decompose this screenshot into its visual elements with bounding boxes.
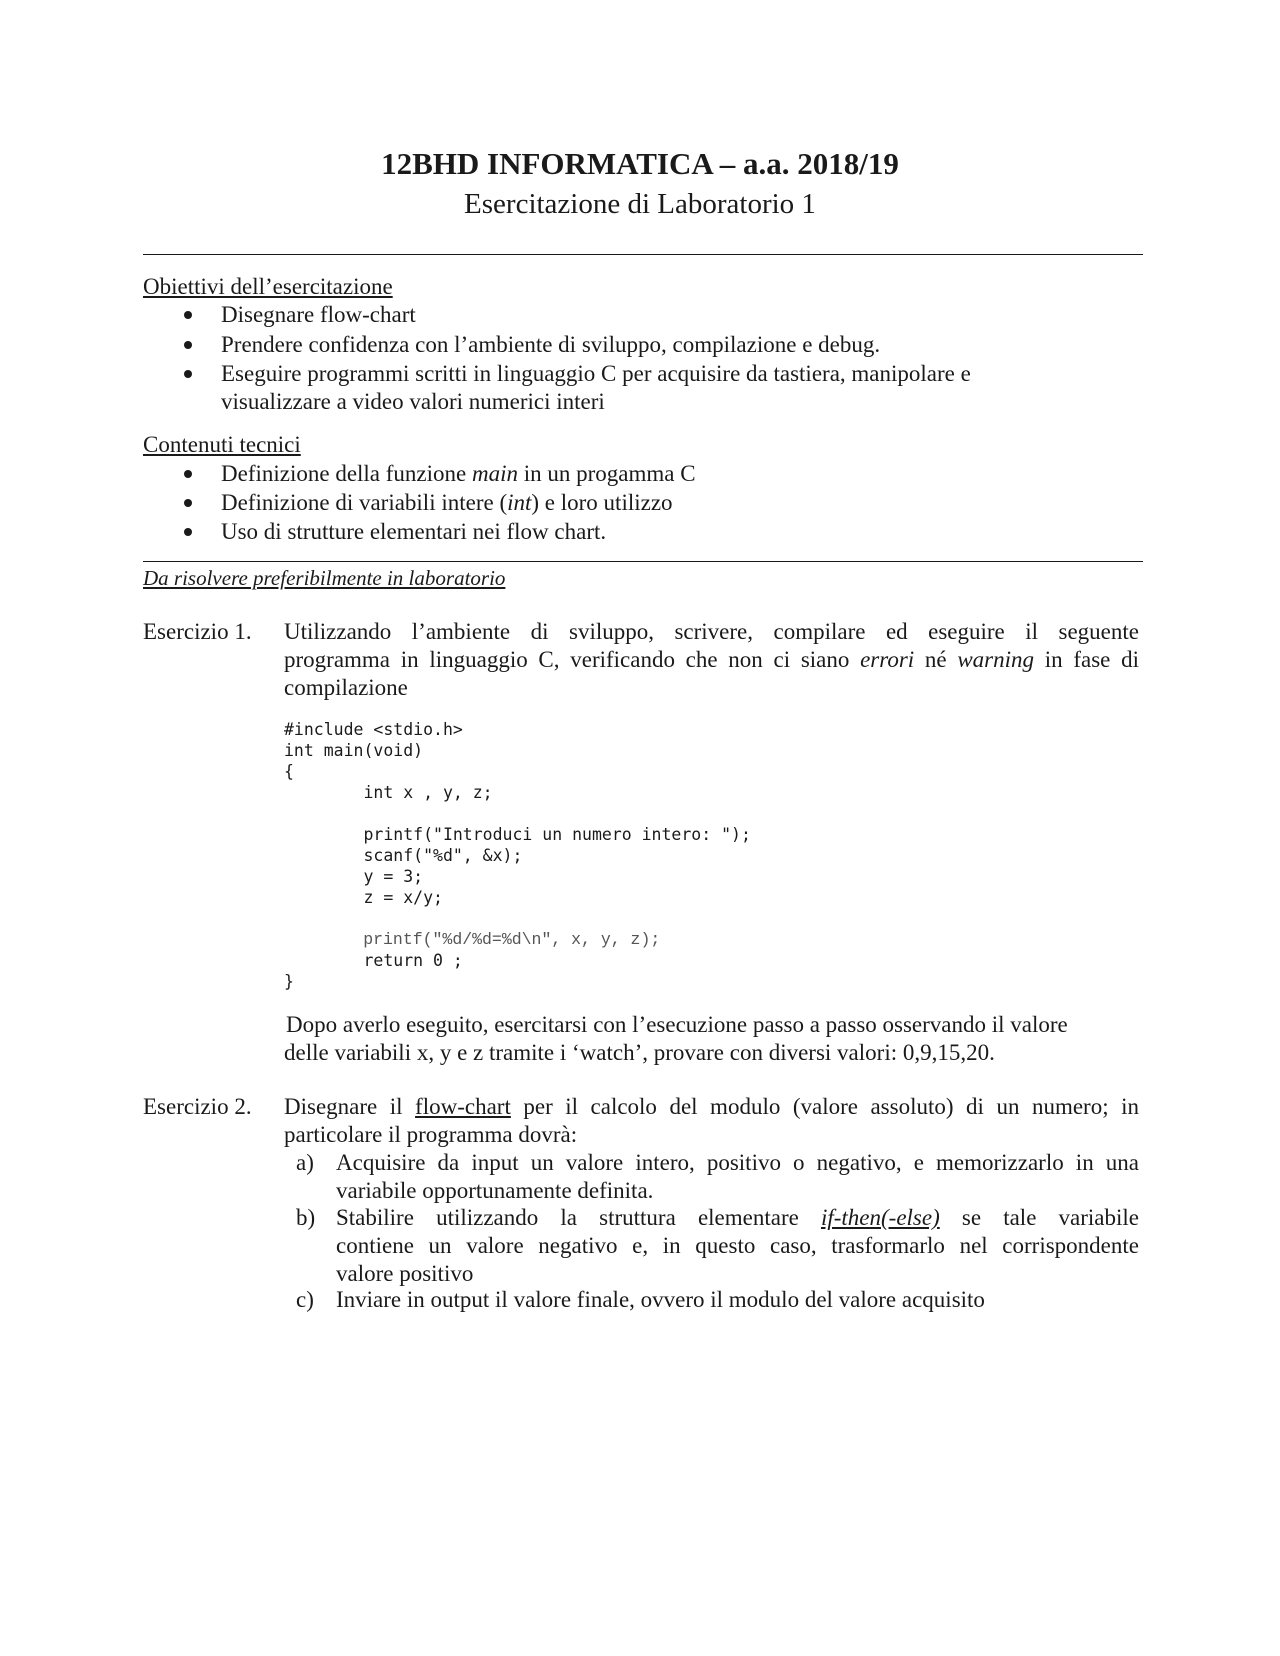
content-item: Definizione di variabili intere (int) e loro utilizzo — [221, 490, 673, 515]
code-line: y = 3; — [284, 867, 424, 886]
exercise-2-text: Disegnare il flow-chart per il calcolo del modulo (valore assoluto) di un numero; in particolare il programma dovrà: — [284, 1094, 1139, 1147]
objective-item: Disegnare flow-chart — [221, 302, 416, 327]
code-line — [284, 908, 751, 929]
code-line: int x , y, z; — [284, 783, 493, 802]
code-line: #include <stdio.h> — [284, 720, 463, 739]
exercise-2-step-a: Acquisire da input un valore intero, positivo o negativo, e memorizzarlo in una variabile opportunamente definita. — [336, 1150, 1139, 1203]
contents-heading: Contenuti tecnici — [143, 432, 301, 457]
bullet-icon — [184, 528, 192, 536]
code-line — [284, 803, 751, 824]
code-line: scanf("%d", &x); — [284, 846, 523, 865]
objective-item: Prendere confidenza con l’ambiente di sviluppo, compilazione e debug. — [221, 332, 881, 357]
page-subtitle: Esercitazione di Laboratorio 1 — [464, 188, 816, 220]
code-line: printf("%d/%d=%d\n", x, y, z); — [284, 930, 661, 949]
bullet-icon — [184, 311, 192, 319]
code-line: z = x/y; — [284, 888, 443, 907]
exercise-2-step-b: Stabilire utilizzando la struttura elementare if-then(-else) se tale variabile contiene un valore negativo e, in questo caso, trasformarlo nel corrispondente valore positivo — [336, 1205, 1140, 1286]
content-item: Uso di strutture elementari nei flow chart. — [221, 519, 607, 544]
exercise-1-label: Esercizio 1. — [143, 619, 252, 644]
top-divider — [143, 254, 1143, 255]
section-divider — [143, 561, 1143, 562]
exercise-1-followup: Dopo averlo eseguito, esercitarsi con l’esecuzione passo a passo osservando il valore — [286, 1012, 1068, 1037]
objective-item: Eseguire programmi scritti in linguaggio C per acquisire da tastiera, manipolare e — [221, 361, 971, 386]
page-title: 12BHD INFORMATICA – a.a. 2018/19 — [381, 146, 899, 181]
code-line: return 0 ; — [284, 951, 463, 970]
code-listing — [284, 719, 751, 992]
content-item: Definizione della funzione main in un progamma C — [221, 461, 696, 486]
exercise-2-step-c: Inviare in output il valore finale, ovvero il modulo del valore acquisito — [336, 1287, 985, 1312]
exercise-2-label: Esercizio 2. — [143, 1094, 252, 1119]
bullet-icon — [184, 470, 192, 478]
code-line: printf("Introduci un numero intero: "); — [284, 825, 751, 844]
code-line: } — [284, 972, 294, 991]
objectives-heading: Obiettivi dell’esercitazione — [143, 274, 393, 299]
bullet-icon — [184, 341, 192, 349]
exercise-1-text: Utilizzando l’ambiente di sviluppo, scrivere, compilare ed eseguire il seguente programma in linguaggio C, verificando che non ci siano errori né warning in fase di compilazione — [284, 619, 1139, 700]
code-line: { — [284, 762, 294, 781]
list-marker: b) — [296, 1205, 316, 1230]
code-line: int main(void) — [284, 741, 424, 760]
objective-item-continuation: visualizzare a video valori numerici interi — [221, 389, 605, 414]
list-marker: a) — [296, 1150, 314, 1175]
list-marker: c) — [296, 1287, 314, 1312]
bullet-icon — [184, 370, 192, 378]
exercise-1-followup: delle variabili x, y e z tramite i ‘watch’, provare con diversi valori: 0,9,15,20. — [284, 1040, 995, 1065]
section-label: Da risolvere preferibilmente in laboratorio — [143, 566, 506, 590]
bullet-icon — [184, 499, 192, 507]
